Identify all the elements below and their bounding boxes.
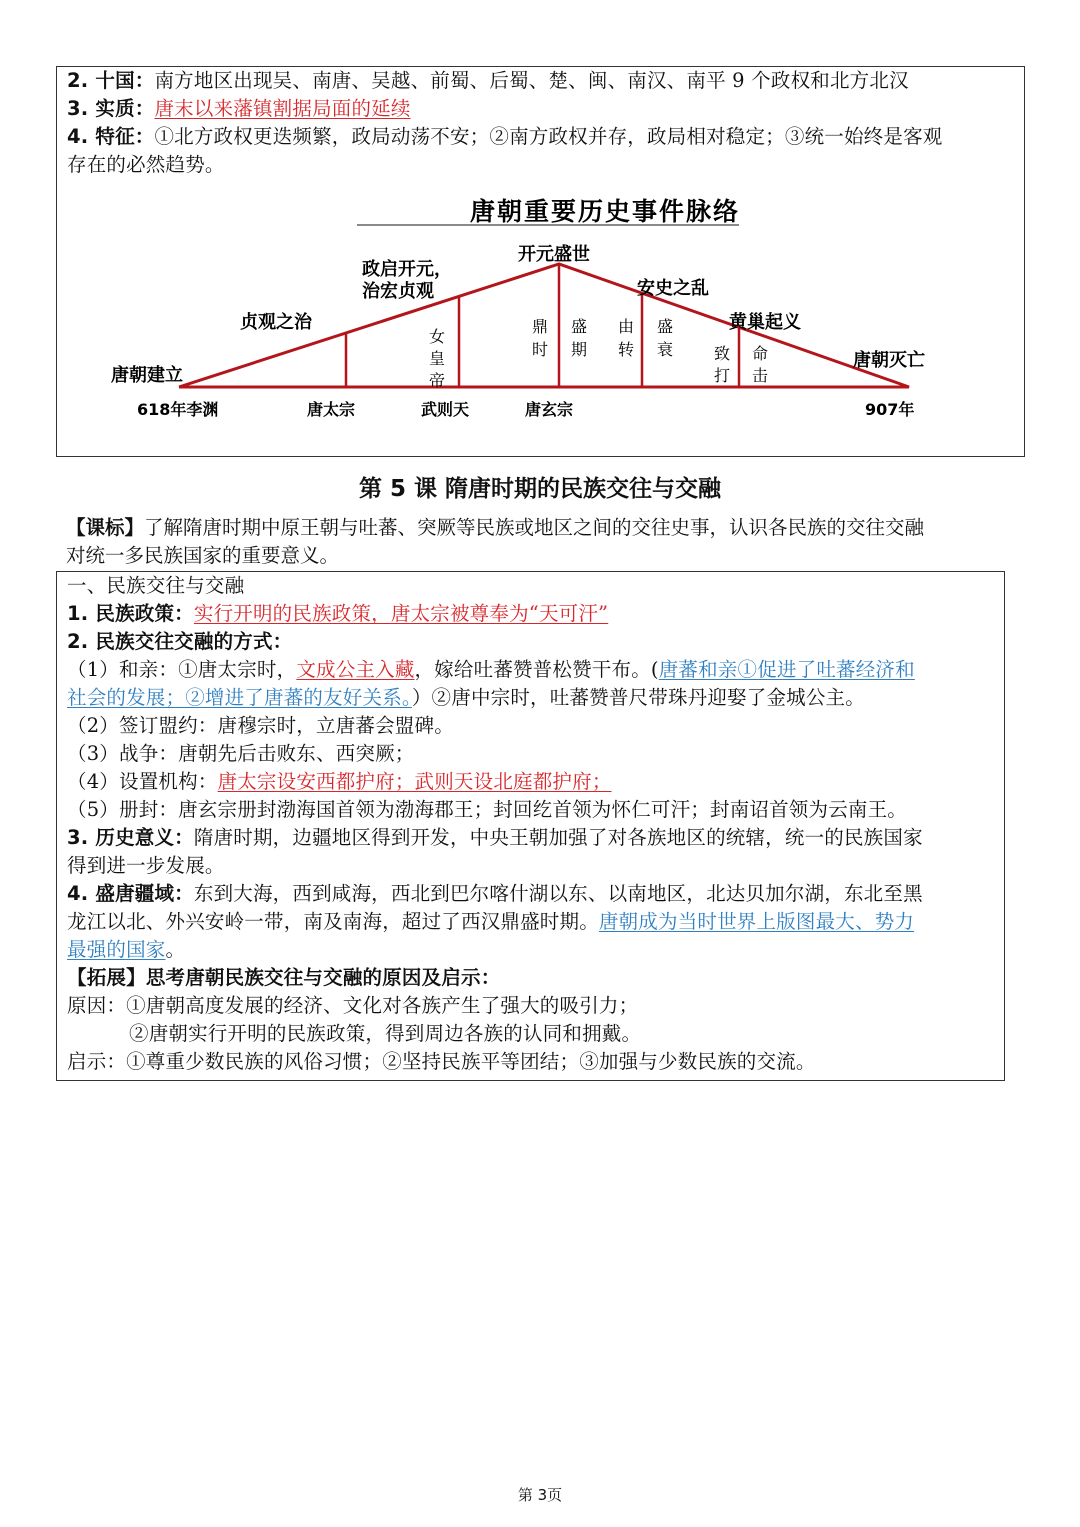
line-methods: 2. 民族交往交融的方式： [67,630,293,653]
line-territory-cont: 龙江以北、外兴安岭一带，南及南海，超过了西汉鼎盛时期。唐朝成为当时世界上版图最大、势力 [67,910,915,933]
summary-box-lesson5 [56,571,1005,1081]
vchar-da: 打 [713,366,731,385]
vchar-zhuan: 转 [617,340,635,359]
vchar-you: 由 [617,317,635,336]
label-kaiyuan: 开元盛世 [518,244,590,265]
diagram-title: 唐朝重要历史事件脉络 [469,197,741,226]
line-institutions: （4）设置机构：唐太宗设安西都护府；武则天设北庭都护府； [67,770,612,793]
vchar-shi: 时 [531,340,549,359]
tang-timeline-diagram [57,182,1023,462]
page-number: 第 3页 [517,1486,563,1504]
line-reason-1: 原因：①唐朝高度发展的经济、文化对各族产生了强大的吸引力； [67,994,639,1017]
vchar-shuai: 衰 [656,340,674,359]
line-conferment: （5）册封：唐玄宗册封渤海国首领为渤海郡王；封回纥首领为怀仁可汗；封南诏首领为云南王。 [67,798,908,821]
bottom-taizong: 唐太宗 [307,400,356,419]
vchar-di: 帝 [428,371,446,390]
line-ten-kingdoms: 2. 十国：南方地区出现吴、南唐、吴越、前蜀、后蜀、楚、闽、南汉、南平 9 个政权和北方北汉 [67,69,909,92]
line-policy: 1. 民族政策：实行开明的民族政策，唐太宗被尊奉为“天可汗” [67,602,609,625]
line-enlightenment: 启示：①尊重少数民族的风俗习惯；②坚持民族平等团结；③加强与少数民族的交流。 [67,1050,816,1073]
label-zhengqi-2: 治宏贞观 [362,281,434,302]
line-significance-cont: 得到进一步发展。 [67,854,225,877]
line-significance: 3. 历史意义：隋唐时期，边疆地区得到开发，中央王朝加强了对各族地区的统辖，统一的民族国家 [67,826,923,849]
label-zhengqi-1: 政启开元， [362,259,452,280]
bottom-907: 907年 [865,400,915,419]
curriculum-standard-1: 【课标】了解隋唐时期中原王朝与吐蕃、突厥等民族或地区之间的交往史事，认识各民族的交往交融 [66,516,925,539]
vchar-sheng2: 盛 [656,317,674,336]
section-heading: 一、民族交往与交融 [67,574,245,597]
vchar-qi: 期 [570,340,588,359]
line-alliance: （2）签订盟约：唐穆宗时，立唐蕃会盟碑。 [67,714,454,737]
label-fall: 唐朝灭亡 [853,350,925,371]
line-features: 4. 特征：①北方政权更迭频繁，政局动荡不安；②南方政权并存，政局相对稳定；③统一始终是客观 [67,125,943,148]
vchar-ming: 命 [751,344,769,363]
line-features-cont: 存在的必然趋势。 [67,153,225,176]
line-reason-2: ②唐朝实行开明的民族政策，得到周边各族的认同和拥戴。 [129,1022,642,1045]
curriculum-standard-2: 对统一多民族国家的重要意义。 [66,544,340,567]
line-territory: 4. 盛唐疆域：东到大海，西到咸海，西北到巴尔喀什湖以东、以南地区，北达贝加尔湖，东北至黑 [67,882,923,905]
line-war: （3）战争：唐朝先后击败东、西突厥； [67,742,415,765]
label-huangchao: 黄巢起义 [729,312,801,333]
vchar-ji: 击 [751,366,769,385]
bottom-618: 618年李渊 [137,400,219,419]
label-founding: 唐朝建立 [111,365,183,386]
vchar-zhi: 致 [713,344,731,363]
line-essence: 3. 实质：唐末以来藩镇割据局面的延续 [67,97,411,120]
lesson-title: 第 5 课 隋唐时期的民族交往与交融 [358,476,722,502]
summary-box-top [56,66,1025,457]
vchar-sheng1: 盛 [570,317,588,336]
line-heqin: （1）和亲：①唐太宗时，文成公主入藏，嫁给吐蕃赞普松赞干布。(唐蕃和亲①促进了吐蕃经济和 [67,658,915,681]
vchar-nv: 女 [428,327,446,346]
line-heqin-cont: 社会的发展；②增进了唐蕃的友好关系。）②唐中宗时，吐蕃赞普尺带珠丹迎娶了金城公主。 [67,686,865,709]
bottom-xuanzong: 唐玄宗 [525,400,574,419]
vchar-huang: 皇 [428,349,446,368]
label-anshi: 安史之乱 [637,278,709,299]
line-territory-end: 最强的国家。 [67,938,186,961]
line-extension: 【拓展】思考唐朝民族交往与交融的原因及启示： [67,966,501,989]
bottom-wuzetian: 武则天 [421,400,470,419]
label-zhenguan: 贞观之治 [240,312,312,333]
vchar-ding: 鼎 [531,317,549,336]
